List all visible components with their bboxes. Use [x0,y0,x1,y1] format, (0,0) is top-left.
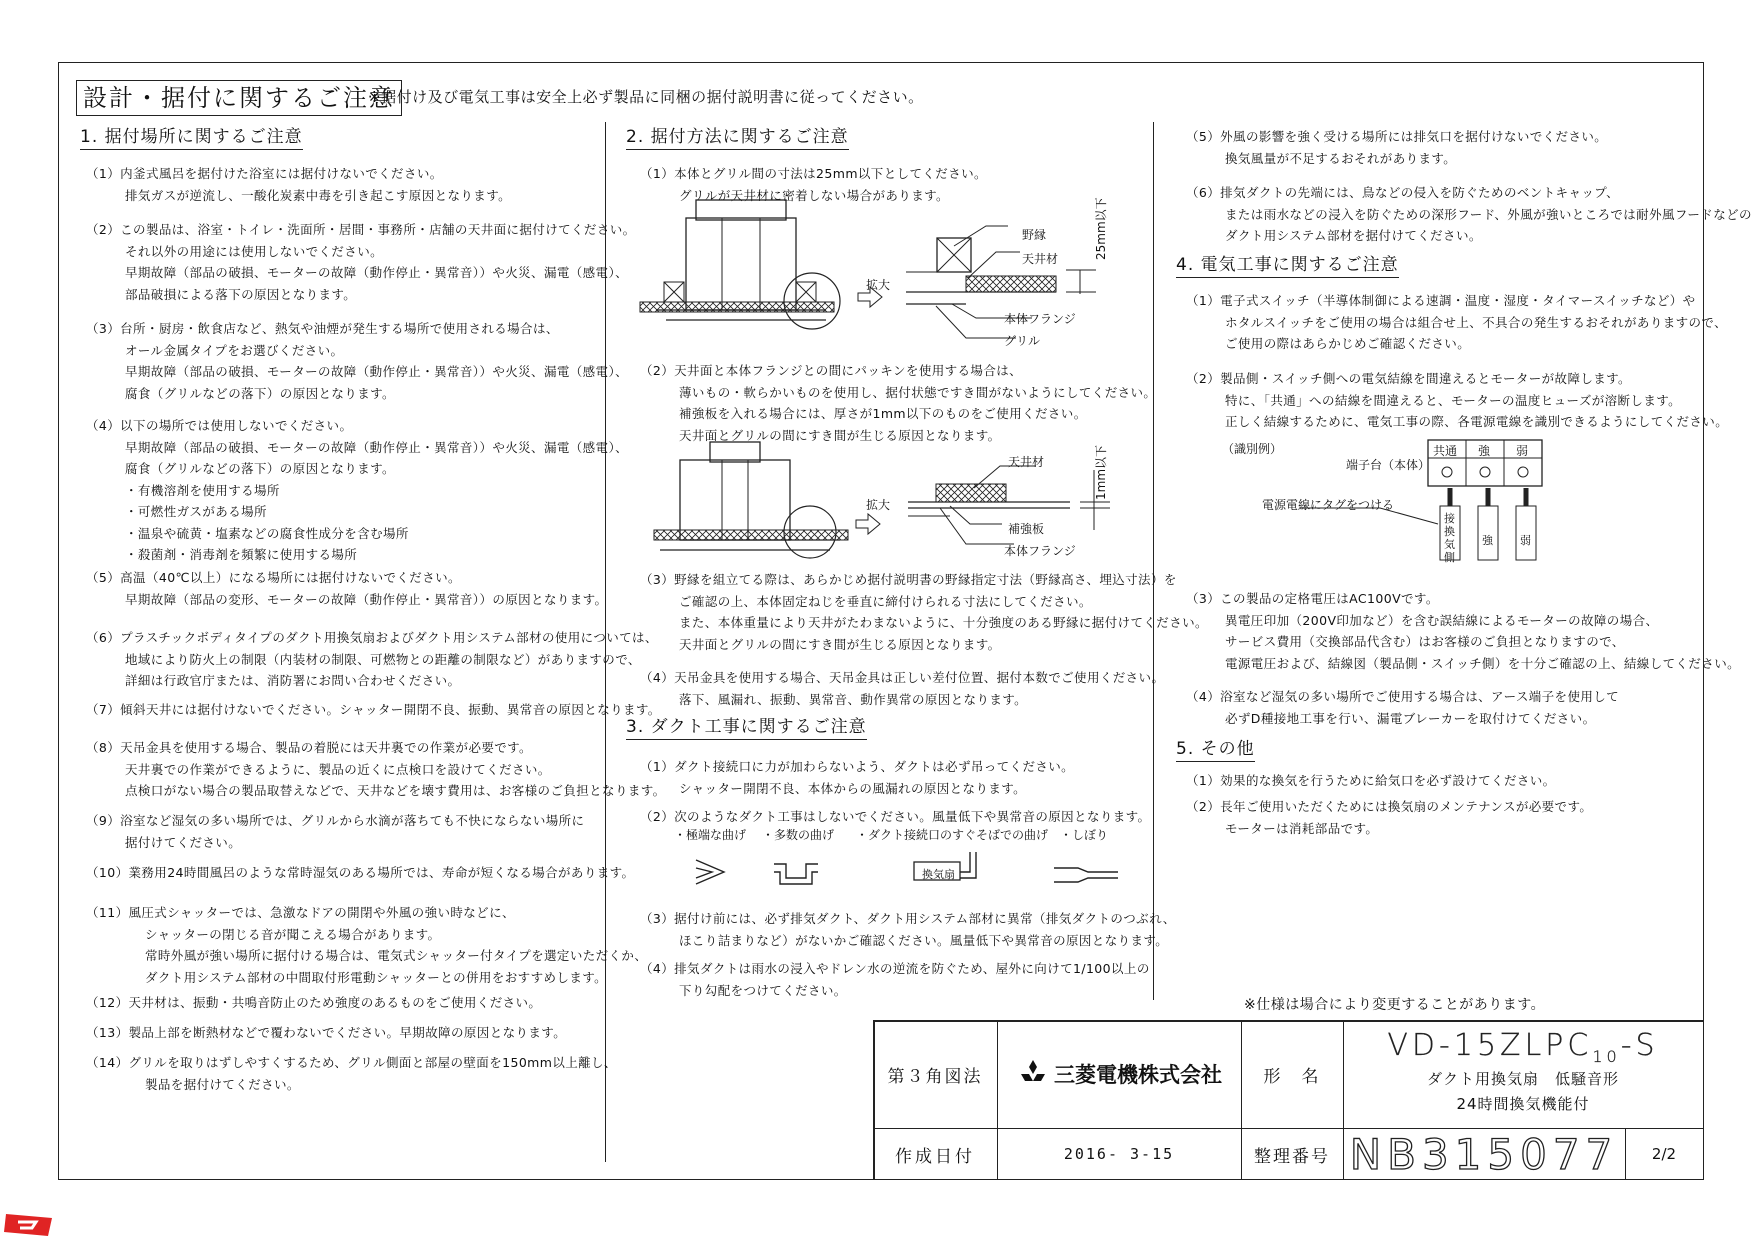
text-line: （3）据付け前には、必ず排気ダクト、ダクト用システム部材に異常（排気ダクトのつぶれ、 [640,911,1176,926]
label-hokyo: 補強板 [1008,522,1045,536]
text-line: （2）長年ご使用いただくためには換気扇のメンテナンスが必要です。 [1186,799,1593,814]
text-line: ・殺菌剤・消毒剤を頻繁に使用する場所 [125,547,358,562]
text-line: （7）傾斜天井には据付けないでください。シャッター開閉不良、振動、異常音の原因となります。 [86,702,661,717]
text-line: または雨水などの浸入を防ぐための深形フード、外風が強いところでは耐外風フードなどの [1225,206,1752,222]
terminal-col-1: 共通 [1433,444,1458,458]
model-label: 形 名 [1263,1066,1321,1087]
s3-item-4 [640,958,1150,1001]
terminal-col-3: 弱 [1516,444,1529,458]
s3-item-3 [640,908,1176,951]
model-suffix: -S [1620,1028,1659,1063]
label-zoom-2: 拡大 [866,498,891,512]
text-line: （4）天吊金具を使用する場合、天吊金具は正しい差付位置、据付本数でご使用ください。 [640,670,1165,685]
s4-item-2 [1186,368,1728,433]
label-grill: グリル [1004,334,1041,348]
wire-tag-2: 強 [1482,534,1493,547]
text-line: ご確認の上、本体固定ねじを垂直に締付けられる寸法にしてください。 [679,593,1092,609]
text-line: 下り勾配をつけてください。 [679,982,847,998]
terminal-col-2: 強 [1478,444,1491,458]
text-line: ・温泉や硫黄・塩素などの腐食性成分を含む場所 [125,525,409,541]
s1-item-4 [86,415,628,566]
text-line: 部品破損による落下の原因となります。 [125,286,357,302]
text-line: ホタルスイッチをご使用の場合は組合せ上、不具合の発生するおそれがありますので、 [1225,314,1727,330]
text-line: 早期故障（部品の破損、モーターの故障（動作停止・異常音））や火災、漏電（感電）、 [125,265,629,280]
s5-item-2 [1186,796,1592,839]
text-line: （3）野縁を組立てる際は、あらかじめ据付説明書の野縁指定寸法（野縁高さ、埋込寸法）を [640,572,1177,587]
text-line: 常時外風が強い場所に据付ける場合は、電気式シャッター付タイプを選定いただくか、 [145,948,648,963]
text-line: （11）風圧式シャッターでは、急激なドアの開閉や外風の強い時などに、 [86,905,515,920]
company-logo [997,1020,1241,1128]
s5-item-1 [1186,770,1556,792]
model-description-1: ダクト用換気扇 低騒音形 [1426,1070,1619,1088]
text-line: 換気風量が不足するおそれがあります。 [1225,150,1457,166]
s1-item-3 [86,318,628,404]
text-line: （9）浴室など湿気の多い場所では、グリルから水滴が落ちても不快にならない場所に [86,813,585,828]
model-subscript: 10 [1592,1047,1621,1066]
text-line: 異電圧印加（200V印加など）を含む誤結線によるモーターの故障の場合、 [1225,612,1659,628]
label-zoom-1: 拡大 [866,278,891,292]
text-line: 排気ガスが逆流し、一酸化炭素中毒を引き起こす原因となります。 [125,187,512,203]
date-label: 作成日付 [895,1146,975,1167]
label-flange-1: 本体フランジ [1004,312,1076,326]
text-line: 天井面とグリルの間にすき間が生じる原因となります。 [679,427,1001,443]
text-line: 地域により防火上の制限（内装材の制限、可燃物との距離の制限など）がありますので、 [125,651,641,667]
section-1-title: 1. 据付場所に関するご注意 [80,126,303,150]
corner-mark-icon [2,1208,58,1238]
title-block [873,1020,1703,1180]
text-line: それ以外の用途には使用しないでください。 [125,243,384,259]
text-line: （6）排気ダクトの先端には、鳥などの侵入を防ぐためのベントキャップ、 [1186,185,1620,200]
column-divider-2 [1153,122,1154,1000]
s3b-item-1 [1186,126,1607,169]
text-line: ダクト用システム部材の中間取付形電動シャッターとの併用をおすすめします。 [145,969,608,985]
install-figure-1 [636,198,1146,350]
text-line: ・有機溶剤を使用する場所 [125,482,280,498]
text-line: （6）プラスチックボディタイプのダクト用換気扇およびダクト用システム部材の使用については、 [86,630,658,645]
text-line: 正しく結線するために、電気工事の際、各電源電線を識別できるようにしてください。 [1225,414,1729,429]
text-line: 早期故障（部品の破損、モーターの故障（動作停止・異常音））や火災、漏電（感電）、 [125,439,629,455]
text-line: 据付けてください。 [125,834,242,850]
section-4-title: 4. 電気工事に関するご注意 [1176,254,1399,278]
s1-item-14 [86,1052,617,1095]
text-line: 早期故障（部品の変形、モーターの故障（動作停止・異常音））の原因となります。 [125,591,608,607]
section-2-title: 2. 据付方法に関するご注意 [626,126,849,150]
terminal-label: 端子台（本体） [1346,458,1431,472]
text-line: ご使用の際はあらかじめご確認ください。 [1225,336,1471,351]
text-line: 特に、「共通」への結線を間違えると、モーターの温度ヒューズが溶断します。 [1225,392,1682,408]
text-line: ほこり詰まりなど）がないかご確認ください。風量低下や異常音の原因となります。 [679,932,1169,948]
s1-item-11 [86,902,647,988]
wiring-example [1300,438,1550,568]
text-line: （5）外風の影響を強く受ける場所には排気口を据付けないでください。 [1186,129,1608,144]
s1-item-7 [86,699,661,721]
s3-item-1 [640,756,1074,799]
text-line: （13）製品上部を断熱材などで覆わないでください。早期故障の原因となります。 [86,1025,567,1040]
page-title: 設計・据付に関するご注意 [76,80,402,116]
text-line: シャッター開閉不良、本体からの風漏れの原因となります。 [679,780,1027,796]
text-line: （1）効果的な換気を行うために給気口を必ず設けてください。 [1186,773,1556,788]
text-line: （1）電子式スイッチ（半導体制御による速調・温度・湿度・タイマースイッチなど）や [1186,293,1696,308]
text-line: モーターは消耗部品です。 [1225,820,1379,836]
s3b-item-2 [1186,182,1752,247]
text-line: （12）天井材は、振動・共鳴音防止のため強度のあるものをご使用ください。 [86,995,542,1010]
text-line: 天井面とグリルの間にすき間が生じる原因となります。 [679,636,1001,652]
section-3-title: 3. ダクト工事に関するご注意 [626,716,867,740]
example-label: （識別例） [1222,442,1283,456]
page-number: 2/2 [1651,1145,1677,1163]
text-line: 薄いもの・軟らかいものを使用し、据付状態ですき間がないようにしてください。 [679,384,1157,400]
text-line: 補強板を入れる場合には、厚さが1mm以下のものをご使用ください。 [679,406,1087,421]
text-line: 製品を据付けてください。 [145,1076,300,1092]
number-label: 整理番号 [1254,1146,1330,1167]
duct-label-2: ・多数の曲げ [762,828,835,842]
s1-item-6 [86,627,658,692]
text-line: （2）この製品は、浴室・トイレ・洗面所・居間・事務所・店舗の天井面に据付けてください。 [86,222,636,237]
section-5-title: 5. その他 [1176,738,1255,762]
text-line: （10）業務用24時間風呂のような常時湿気のある場所では、寿命が短くなる場合があります。 [86,865,635,880]
text-line: グリルが天井材に密着しない場合があります。 [679,187,949,203]
s3-item-2 [640,806,1150,828]
tag-label: 電源電線にタグをつける [1262,498,1395,512]
text-line: ダクト用システム部材を据付けてください。 [1225,228,1482,243]
text-line: 腐食（グリルなどの落下）の原因となります。 [125,461,395,476]
s1-item-8 [86,737,666,802]
label-dim-1: 1mm以下 [1094,444,1108,500]
duct-label-1: ・極端な曲げ [674,828,747,842]
label-flange-2: 本体フランジ [1004,544,1076,558]
creation-date: 2016- 3-15 [1063,1145,1175,1163]
duct-figures [690,852,1130,898]
duct-label-4: ・しぼり [1060,828,1109,842]
text-line: （5）高温（40℃以上）になる場所には据付けないでください。 [86,570,461,585]
projection-method: 第３角図法 [887,1066,983,1087]
company-name: 三菱電機株式会社 [1054,1063,1222,1087]
s4-item-1 [1186,290,1727,355]
text-line: オール金属タイプをお選びください。 [125,342,344,358]
text-line: サービス費用（交換部品代含む）はお客様のご負担となりますので、 [1225,634,1625,649]
model-cell [1343,1020,1703,1128]
text-line: 落下、風漏れ、振動、異常音、動作異常の原因となります。 [679,691,1028,707]
model-description-2: 24時間換気機能付 [1456,1095,1590,1113]
text-line: 必ずD種接地工事を行い、漏電ブレーカーを取付けてください。 [1225,710,1596,726]
s2-item-2 [640,360,1156,446]
text-line: 点検口がない場合の製品取替えなどで、天井などを壊す費用は、お客様のご負担となります。 [125,783,666,798]
s1-item-2 [86,219,636,305]
top-note: ※据付け及び電気工事は安全上必ず製品に同梱の据付説明書に従ってください。 [368,88,924,106]
text-line: （8）天吊金具を使用する場合、製品の着脱には天井裏での作業が必要です。 [86,740,532,755]
s2-item-3 [640,569,1208,655]
text-line: 電源電圧および、結線図（製品側・スイッチ側）を十分ご確認の上、結線してください。 [1225,655,1741,671]
label-dim-25: 25mm以下 [1094,197,1108,260]
model-number: VD-15ZLPC [1387,1028,1593,1063]
duct-box-label: 換気扇 [922,868,955,881]
s2-item-4 [640,667,1164,710]
text-line: 腐食（グリルなどの落下）の原因となります。 [125,385,395,401]
s1-item-12 [86,992,541,1014]
text-line: 早期故障（部品の破損、モーターの故障（動作停止・異常音））や火災、漏電（感電）、 [125,364,629,379]
label-noen: 野縁 [1022,228,1047,242]
duct-label-3: ・ダクト接続口のすぐそばでの曲げ [856,828,1049,842]
mitsubishi-logo-icon [1016,1059,1050,1089]
text-line: （1）内釜式風呂を据付けた浴室には据付けないでください。 [86,166,443,181]
text-line: （14）グリルを取りはずしやすくするため、グリル側面と部屋の壁面を150mm以上離し、 [86,1055,617,1070]
wire-tag-3: 弱 [1520,534,1531,547]
text-line: （1）ダクト接続口に力が加わらないよう、ダクトは必ず吊ってください。 [640,759,1075,774]
label-tenjo-2: 天井材 [1008,455,1045,469]
s1-item-13 [86,1022,566,1044]
text-line: （1）本体とグリル間の寸法は25mm以下としてください。 [640,166,987,181]
wire-tag-1: 接換気側 [1444,512,1455,564]
text-line: ・可燃性ガスがある場所 [125,504,267,519]
text-line: 天井裏での作業ができるように、製品の近くに点検口を設けてください。 [125,761,551,777]
s1-item-9 [86,810,584,853]
text-line: （4）以下の場所では使用しないでください。 [86,418,353,433]
text-line: （3）この製品の定格電圧はAC100Vです。 [1186,591,1439,606]
s1-item-1 [86,163,511,206]
s1-item-10 [86,862,634,884]
text-line: （4）排気ダクトは雨水の浸入やドレン水の逆流を防ぐため、屋外に向けて1/100以上の [640,961,1150,976]
document-number: NB315077 [1349,1129,1619,1179]
s1-item-5 [86,567,607,610]
text-line: （2）製品側・スイッチ側への電気結線を間違えるとモーターが故障します。 [1186,371,1631,386]
text-line: （2）次のようなダクト工事はしないでください。風量低下や異常音の原因となります。 [640,809,1151,824]
text-line: （3）台所・厨房・飲食店など、熱気や油煙が発生する場所で使用される場合は、 [86,321,559,336]
spec-footnote: ※仕様は場合により変更することがあります。 [1244,997,1546,1013]
text-line: （2）天井面と本体フランジとの間にパッキンを使用する場合は、 [640,363,1023,378]
text-line: シャッターの閉じる音が聞こえる場合があります。 [145,926,441,942]
text-line: 詳細は行政官庁または、消防署にお問い合わせください。 [125,673,461,688]
text-line: （4）浴室など湿気の多い場所でご使用する場合は、アース端子を使用して [1186,689,1620,704]
text-line: また、本体重量により天井がたわまないように、十分強度のある野縁に据付けてください。 [679,615,1208,630]
label-tenjo-1: 天井材 [1022,252,1059,266]
s4-item-4 [1186,686,1619,729]
s4-item-3 [1186,588,1740,674]
